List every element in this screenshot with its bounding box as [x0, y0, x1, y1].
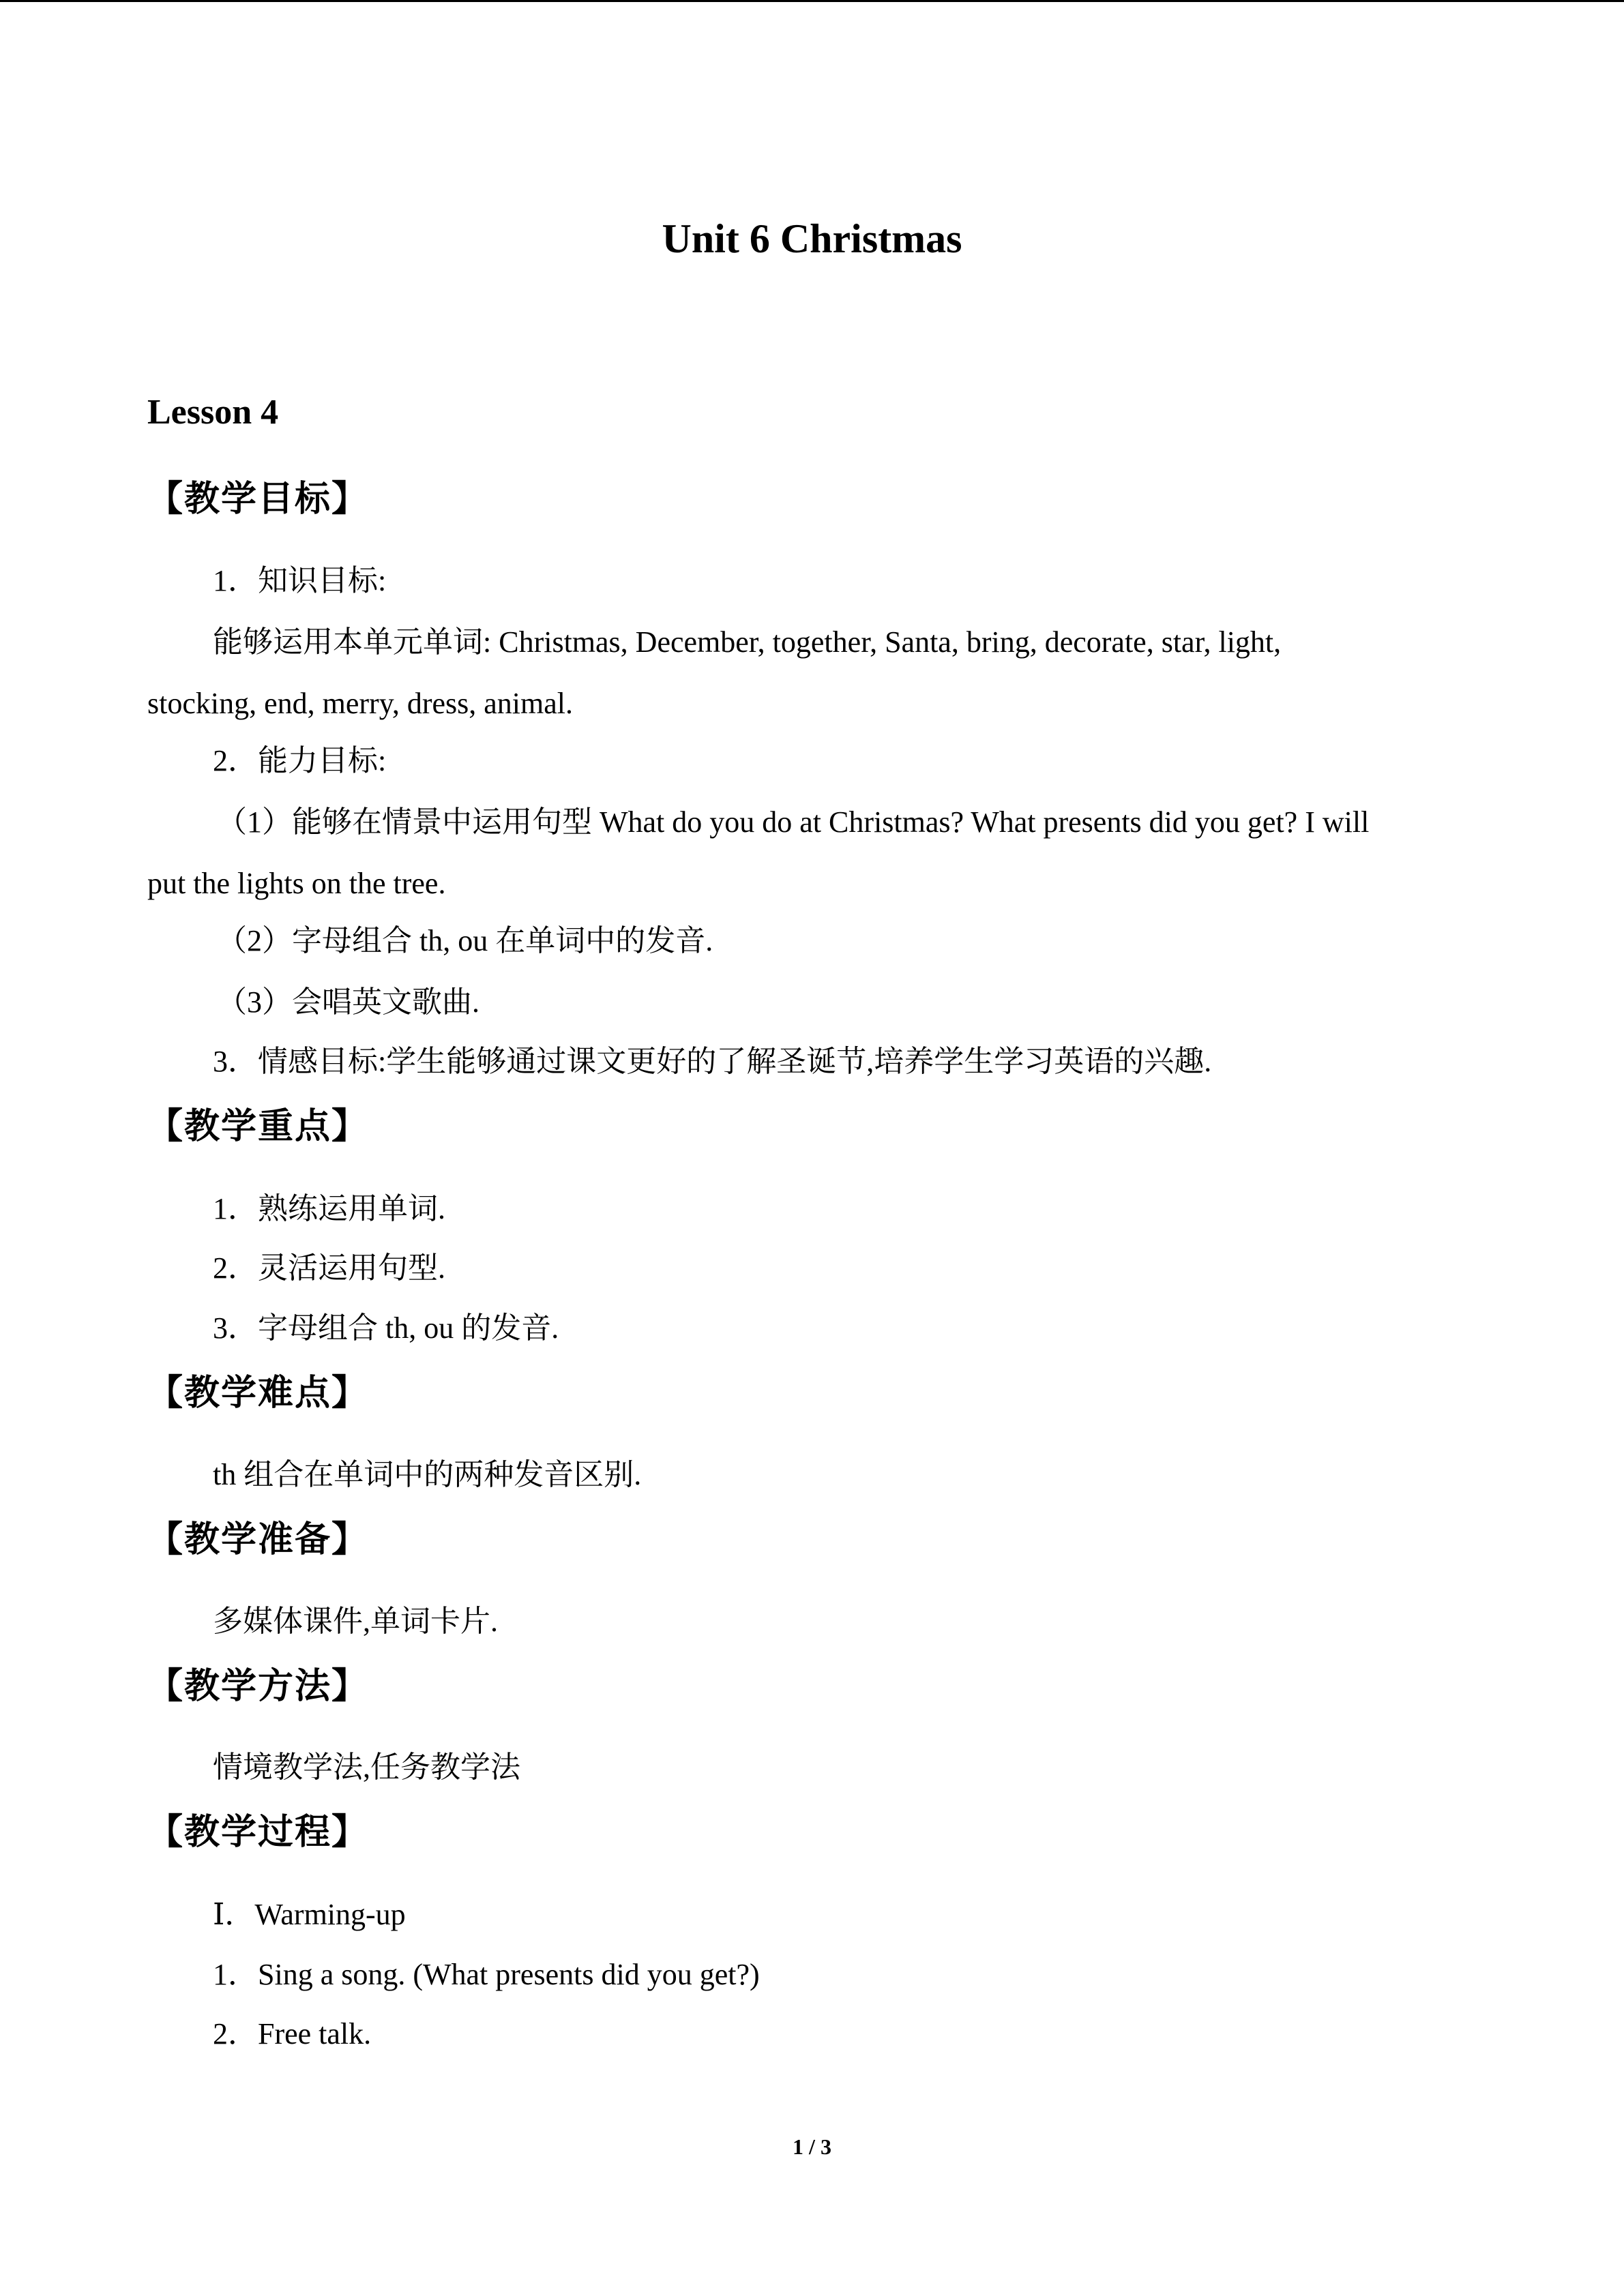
- process-item: 1．Sing a song. (What presents did you get?): [213, 1958, 760, 1991]
- section-goals-heading: 【教学目标】: [147, 479, 369, 520]
- knowledge-goal-text-line1: 能够运用本单元单词: Christmas, December, together, Santa, bring, decorate, star, light,: [213, 625, 1282, 659]
- section-process-heading: 【教学过程】: [147, 1812, 369, 1853]
- emotion-goal: 3．情感目标:学生能够通过课文更好的了解圣诞节,培养学生学习英语的兴趣.: [213, 1045, 1212, 1078]
- methods-text: 情境教学法,任务教学法: [213, 1750, 520, 1784]
- page-number: 1 / 3: [793, 2134, 831, 2159]
- lesson-heading: Lesson 4: [147, 393, 279, 432]
- difficulties-text: th 组合在单词中的两种发音区别.: [213, 1458, 642, 1491]
- knowledge-goal-text-line2: stocking, end, merry, dress, animal.: [147, 687, 573, 720]
- page-title: Unit 6 Christmas: [662, 216, 962, 261]
- process-item: 2．Free talk.: [213, 2017, 372, 2051]
- section-preparation-heading: 【教学准备】: [147, 1519, 369, 1560]
- key-point-item: 2．灵活运用句型.: [213, 1251, 445, 1285]
- ability-goal-3: （3）会唱英文歌曲.: [217, 985, 479, 1019]
- ability-goal-label: 2．能力目标:: [213, 744, 387, 777]
- section-key-points-heading: 【教学重点】: [147, 1106, 369, 1147]
- ability-goal-1-line2: put the lights on the tree.: [147, 867, 446, 900]
- section-difficulties-heading: 【教学难点】: [147, 1373, 369, 1414]
- process-step-title: Ⅰ．Warming-up: [213, 1898, 406, 1931]
- key-point-item: 1．熟练运用单词.: [213, 1192, 445, 1225]
- section-methods-heading: 【教学方法】: [147, 1666, 369, 1707]
- key-point-item: 3．字母组合 th, ou 的发音.: [213, 1311, 559, 1345]
- ability-goal-1-line1: （1）能够在情景中运用句型 What do you do at Christmas? What presents did you get? I will: [217, 805, 1370, 839]
- ability-goal-2: （2）字母组合 th, ou 在单词中的发音.: [217, 924, 713, 957]
- preparation-text: 多媒体课件,单词卡片.: [213, 1605, 498, 1638]
- knowledge-goal-label: 1．知识目标:: [213, 564, 387, 597]
